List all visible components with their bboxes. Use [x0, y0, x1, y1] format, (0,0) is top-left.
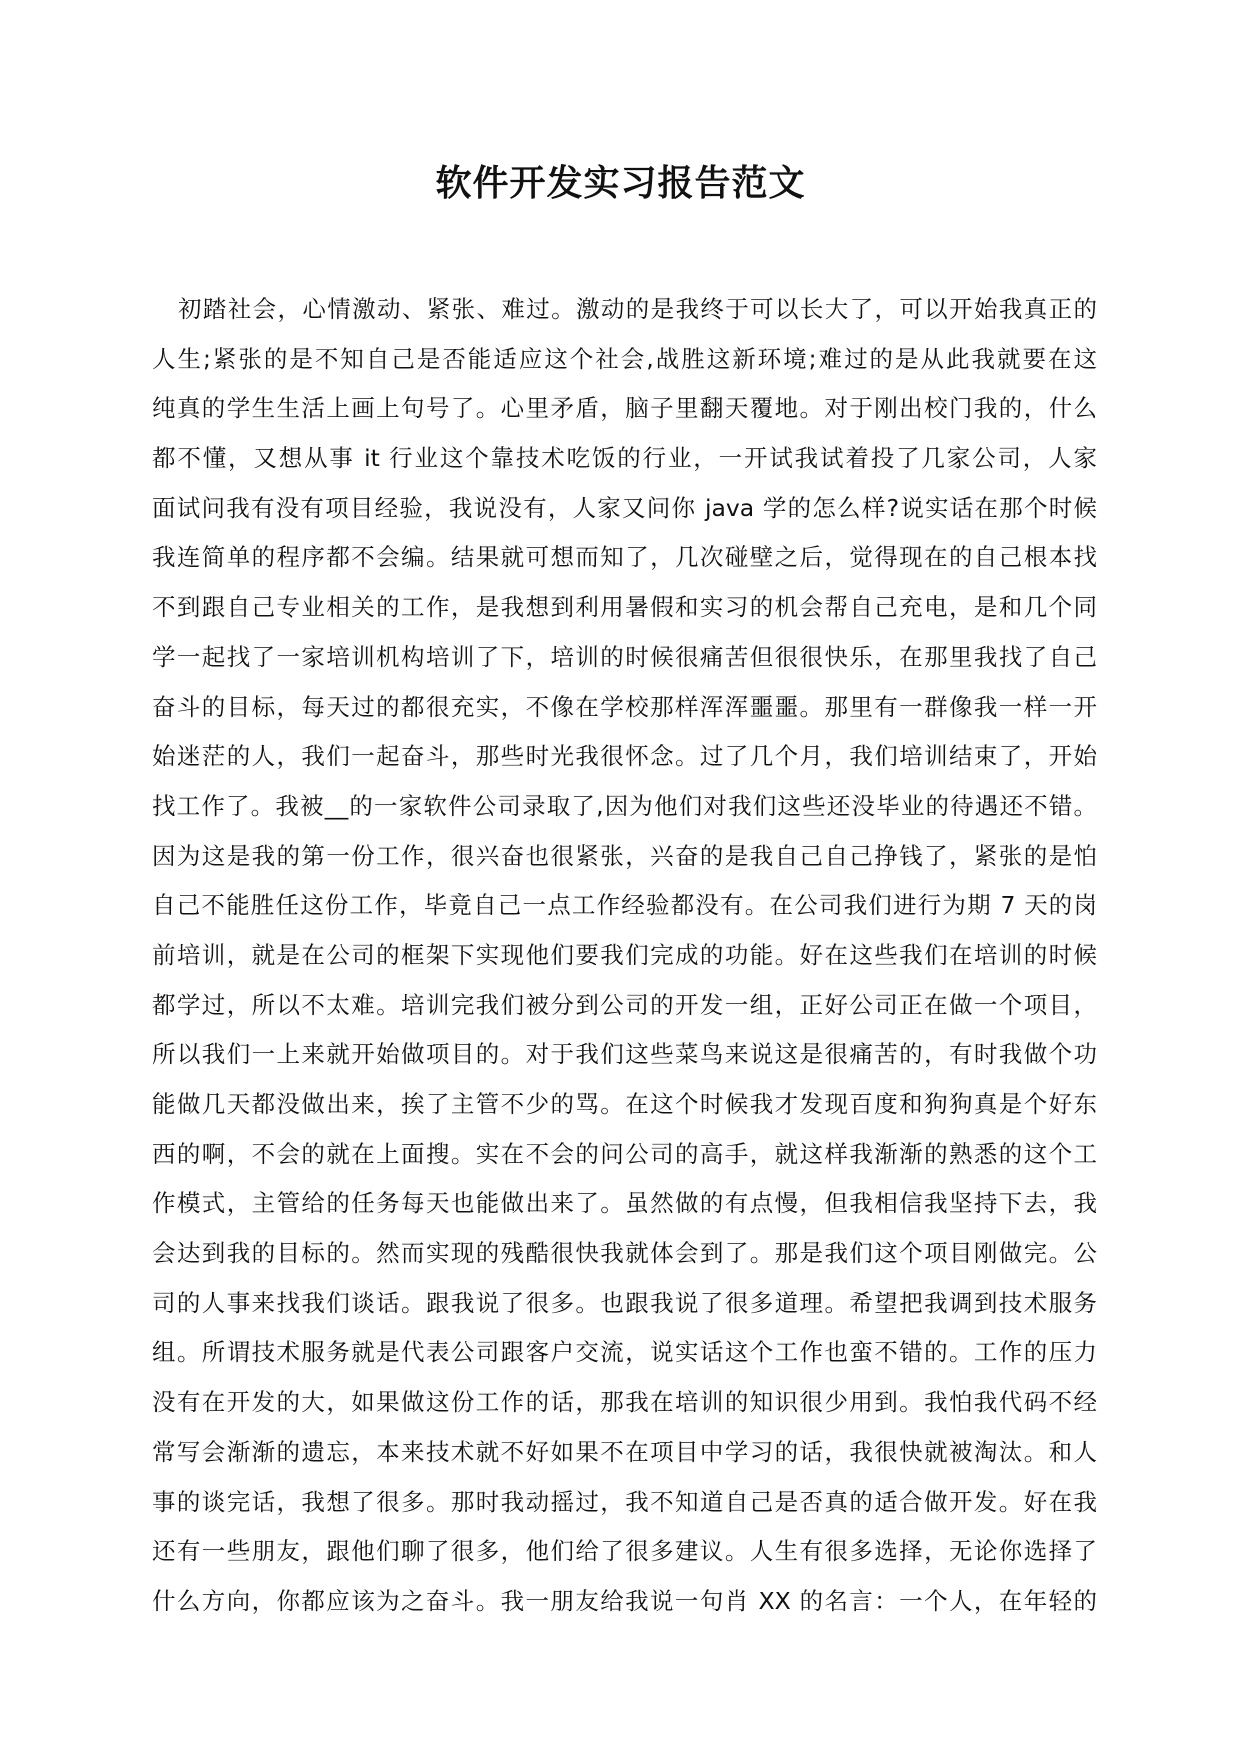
body-line-20: 会达到我的目标的。然而实现的残酷很快我就体会到了。那是我们这个项目刚做完。公 — [152, 1239, 1097, 1268]
body-line-1: 初踏社会，心情激动、紧张、难过。激动的是我终于可以长大了，可以开始我真正的 — [178, 295, 1097, 323]
body-line-4: 都不懂，又想从事 it 行业这个靠技术吃饭的行业，一开试我试着投了几家公司，人家 — [152, 444, 1097, 473]
body-line-25: 事的谈完话，我想了很多。那时我动摇过，我不知道自己是否真的适合做开发。好在我 — [152, 1487, 1097, 1516]
body-line-12: 因为这是我的第一份工作，很兴奋也很紧张，兴奋的是我自己自己挣钱了，紧张的是怕 — [152, 841, 1097, 870]
document-body — [152, 285, 1097, 1627]
body-line-27: 什么方向，你都应该为之奋斗。我一朋友给我说一句肖 XX 的名言：一个人，在年轻的 — [152, 1586, 1097, 1615]
body-line-23: 没有在开发的大，如果做这份工作的话，那我在培训的知识很少用到。我怕我代码不经 — [152, 1388, 1097, 1417]
body-line-22: 组。所谓技术服务就是代表公司跟客户交流，说实话这个工作也蛮不错的。工作的压力 — [152, 1338, 1097, 1367]
body-line-14: 前培训，就是在公司的框架下实现他们要我们完成的功能。好在这些我们在培训的时候 — [152, 940, 1097, 969]
body-line-11: 找工作了。我被__的一家软件公司录取了,因为他们对我们这些还没毕业的待遇还不错。 — [152, 791, 1097, 820]
body-line-21: 司的人事来找我们谈话。跟我说了很多。也跟我说了很多道理。希望把我调到技术服务 — [152, 1288, 1097, 1317]
body-line-2: 人生;紧张的是不知自己是否能适应这个社会,战胜这新环境;难过的是从此我就要在这 — [152, 344, 1097, 373]
body-line-19: 作模式，主管给的任务每天也能做出来了。虽然做的有点慢，但我相信我坚持下去，我 — [152, 1189, 1097, 1218]
body-line-15: 都学过，所以不太难。培训完我们被分到公司的开发一组，正好公司正在做一个项目， — [152, 990, 1097, 1019]
body-line-3: 纯真的学生生活上画上句号了。心里矛盾，脑子里翻天覆地。对于刚出校门我的，什么 — [152, 394, 1097, 423]
body-line-26: 还有一些朋友，跟他们聊了很多，他们给了很多建议。人生有很多选择，无论你选择了 — [152, 1537, 1097, 1566]
body-line-8: 学一起找了一家培训机构培训了下，培训的时候很痛苦但很很快乐，在那里我找了自己 — [152, 642, 1097, 671]
body-line-6: 我连简单的程序都不会编。结果就可想而知了，几次碰壁之后，觉得现在的自己根本找 — [152, 543, 1097, 572]
body-line-5: 面试问我有没有项目经验，我说没有，人家又问你 java 学的怎么样?说实话在那个时候 — [152, 493, 1097, 522]
body-line-9: 奋斗的目标，每天过的都很充实，不像在学校那样浑浑噩噩。那里有一群像我一样一开 — [152, 692, 1097, 721]
body-line-17: 能做几天都没做出来，挨了主管不少的骂。在这个时候我才发现百度和狗狗真是个好东 — [152, 1090, 1097, 1118]
body-line-7: 不到跟自己专业相关的工作，是我想到利用暑假和实习的机会帮自己充电，是和几个同 — [152, 593, 1097, 622]
body-line-10: 始迷茫的人，我们一起奋斗，那些时光我很怀念。过了几个月，我们培训结束了，开始 — [152, 742, 1097, 771]
body-line-16: 所以我们一上来就开始做项目的。对于我们这些菜鸟来说这是很痛苦的，有时我做个功 — [152, 1040, 1097, 1069]
body-line-13: 自己不能胜任这份工作，毕竟自己一点工作经验都没有。在公司我们进行为期 7 天的岗 — [152, 891, 1097, 920]
body-line-24: 常写会渐渐的遗忘，本来技术就不好如果不在项目中学习的话，我很快就被淘汰。和人 — [152, 1437, 1097, 1466]
document-title: 软件开发实习报告范文 — [435, 163, 806, 204]
body-line-18: 西的啊，不会的就在上面搜。实在不会的问公司的高手，就这样我渐渐的熟悉的这个工 — [152, 1139, 1097, 1168]
